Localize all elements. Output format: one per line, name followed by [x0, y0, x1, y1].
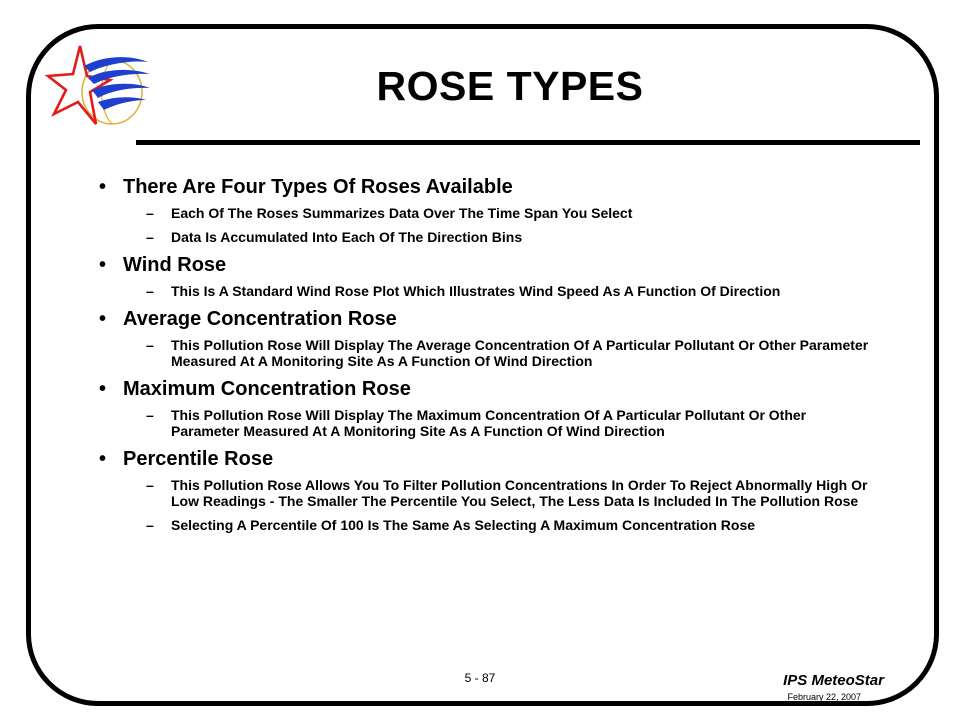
sub-bullet	[99, 205, 869, 221]
bullet-dot: •	[99, 176, 107, 198]
bullet-dot: •	[99, 378, 107, 400]
sub-bullet-dash: –	[146, 205, 154, 221]
sub-bullet-text: This Is A Standard Wind Rose Plot Which Illustrates Wind Speed As A Function Of Direction	[171, 283, 781, 299]
bullet-heading-text: Wind Rose	[123, 254, 227, 276]
sub-bullet-dash: –	[146, 229, 154, 245]
bullet-heading	[99, 447, 869, 471]
sub-bullet-dash: –	[146, 477, 154, 493]
bullet-heading-text: Percentile Rose	[123, 448, 274, 470]
sub-bullet-text: This Pollution Rose Allows You To Filter Pollution Concentrations In Order To Reject Abnormally High Or Low Readings - The Smaller The Percentile You Select, The Less Data Is Included In The Pollution Rose	[171, 477, 868, 509]
sub-bullet	[99, 477, 869, 509]
bullet-heading-text: There Are Four Types Of Roses Available	[123, 176, 513, 198]
sub-bullet	[99, 407, 869, 439]
footer-date: February 22, 2007	[787, 692, 861, 702]
sub-bullet-dash: –	[146, 283, 154, 299]
bullet-heading-text: Average Concentration Rose	[123, 308, 397, 330]
sub-bullet-dash: –	[146, 407, 154, 423]
sub-bullet	[99, 337, 869, 369]
logo-graphic	[40, 40, 156, 140]
sub-bullet-text: Each Of The Roses Summarizes Data Over The Time Span You Select	[171, 205, 633, 221]
title-underline	[136, 140, 920, 145]
bullet-dot: •	[99, 308, 107, 330]
ips-meteostar-logo-icon	[40, 40, 156, 140]
bullet-heading-text: Maximum Concentration Rose	[123, 378, 411, 400]
sub-bullet-text: This Pollution Rose Will Display The Maximum Concentration Of A Particular Pollutant Or Other Parameter Measured At A Monitoring Site As A Function Of Wind Direction	[171, 407, 807, 439]
sub-bullet-dash: –	[146, 517, 154, 533]
bullet-heading	[99, 253, 869, 277]
bullet-dot: •	[99, 254, 107, 276]
blue-swoosh-1	[84, 57, 148, 72]
sub-bullet-dash: –	[146, 337, 154, 353]
brand-name: IPS MeteoStar	[783, 672, 884, 689]
slide-content	[99, 175, 869, 541]
slide-title: ROSE TYPES	[376, 63, 644, 109]
sub-bullet-text: Data Is Accumulated Into Each Of The Direction Bins	[171, 229, 523, 245]
sub-bullet	[99, 283, 869, 299]
sub-bullet-text: Selecting A Percentile Of 100 Is The Same As Selecting A Maximum Concentration Rose	[171, 517, 756, 533]
bullet-dot: •	[99, 448, 107, 470]
bullet-heading	[99, 307, 869, 331]
sub-bullet	[99, 517, 869, 533]
page-number: 5 - 87	[464, 671, 496, 685]
bullet-heading	[99, 377, 869, 401]
red-star-shape	[48, 46, 110, 124]
sub-bullet-text: This Pollution Rose Will Display The Average Concentration Of A Particular Pollutant Or Other Parameter Measured At A Monitoring Site As A Function Of Wind Direction	[171, 337, 869, 369]
sub-bullet	[99, 229, 869, 245]
bullet-heading	[99, 175, 869, 199]
